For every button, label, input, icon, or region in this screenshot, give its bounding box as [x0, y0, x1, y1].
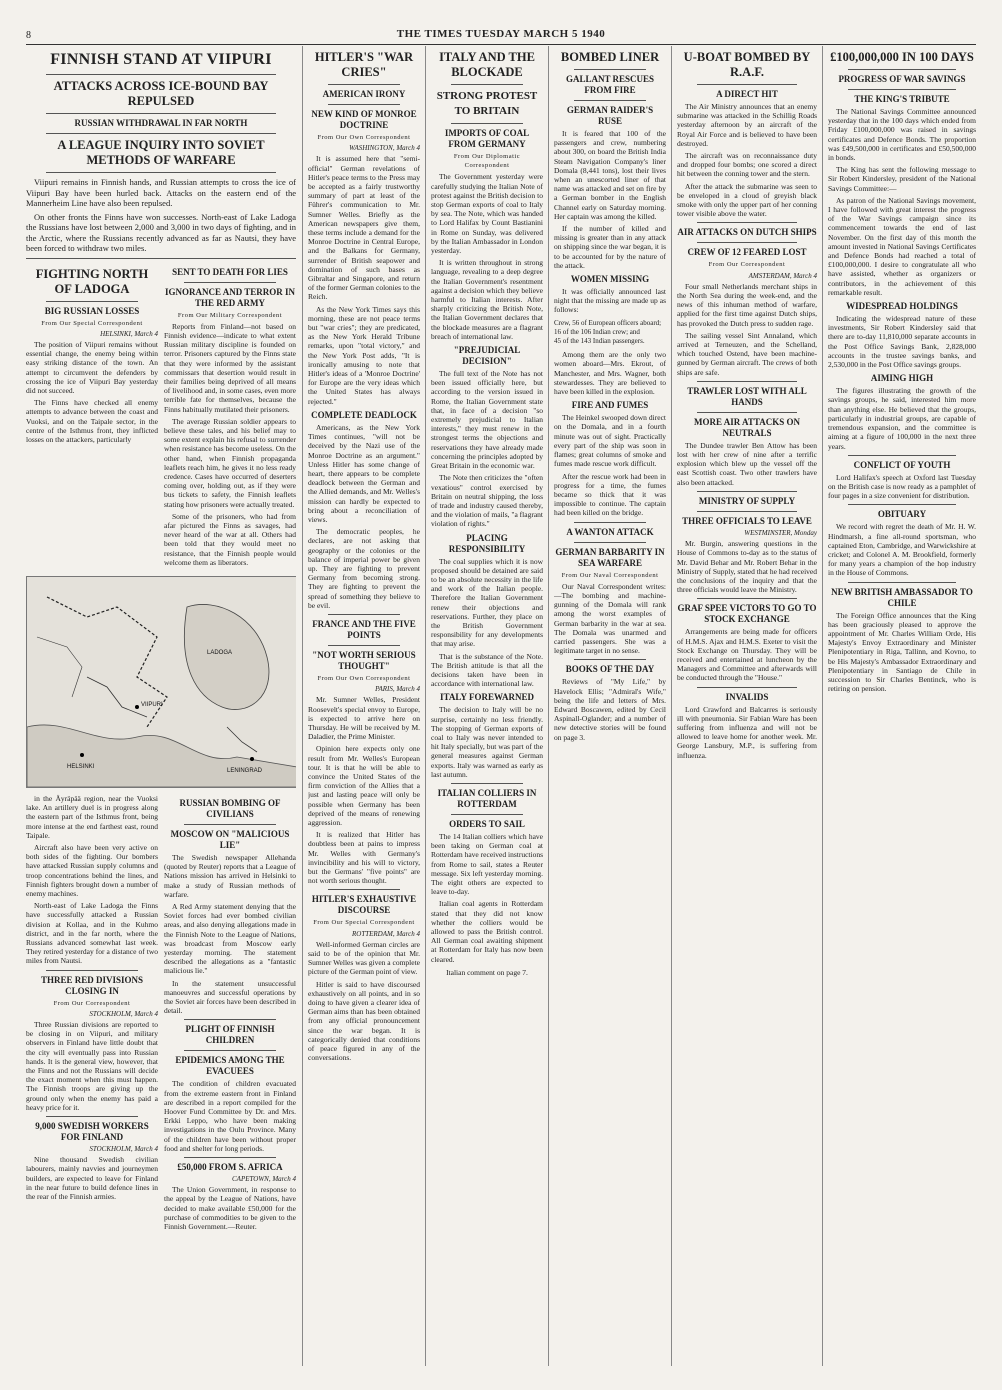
discourse-para: Hitler is said to have discoursed exhaustively on all points, and in so doing to have given a clearer idea of German aims than has been obtained from any official pronouncement since the war began. It is categorically denied that conditions of peace figured in any of the conversations. [308, 979, 420, 1063]
hitler-para: The democratic peoples, he declares, are not asking that geography or the colonies or the balance of imperial power be given up. They are fighting to prevent Germany from becoming strong. They are fighting to prevent the spread of something they believe to be evil. [308, 527, 420, 610]
conflict-of-youth-headline: CONFLICT OF YOUTH [853, 459, 951, 470]
sent-to-death-para: Reports from Finland—not based on Finnish evidence—indicate to what extent Russian military discipline is founded on terror. Prisoners captured by the Finns state that they were informed by the assistant commissars that desertion would result in their families being deprived of all means of livelihood and, in some cases, even more terrible fate for themselves, because the Finns habitually mutilated their prisoners. [164, 321, 296, 414]
ladoga-byline: From Our Special Correspondent [41, 319, 143, 327]
finland-map [26, 576, 296, 788]
swedish-workers-headline: 9,000 SWEDISH WORKERS FOR FINLAND [35, 1121, 149, 1143]
colliers-headline: ITALIAN COLLIERS IN ROTTERDAM [437, 787, 537, 809]
bombing-headline: RUSSIAN BOMBING OF CIVILIANS [179, 797, 281, 819]
ambassador-para: The Foreign Office announces that the King has been graciously pleased to approve the appointment of Mr. Charles William Orde, His Majesty's Envoy Extraordinary and Minister Plenipotentiary in Riga, Tallinn, and Kovno, to be His Majesty's Ambassador Extraordinary and Plenipotentiary in Santiago de Chile in succession to Sir Charles Bentinck, who is retiring on pension. [828, 610, 976, 694]
hitler-para: It is assumed here that "semi-official" German revelations of Hitler's peace terms to the Press may be accepted as a fairly trustworthy summary of part at least of the Führer's communication to Mr. Sumner Welles. Briefly as the American newspapers give them, these terms include a demand for the Monroe Doctrine in Central Europe, and the Balkans for Germany, surrender of British seapower and domination of such bases as Gibraltar and Singapore, and return of the former German colonies to the Reich. [308, 154, 420, 302]
map-label: LENINGRAD [227, 767, 263, 774]
liner-subhead: FIRE AND FUMES [571, 400, 649, 411]
liner-para: The Heinkel swooped down direct on the Domala, and in a fourth minute was out of sight. Practically every part of the ship was soon in flames; great columns of smoke and fumes made rescue work difficult. [554, 413, 666, 469]
invalids-para: Lord Crawford and Balcarres is seriously ill with pneumonia. Sir Fabian Ware has been suffering from influenza and will not be allowed to leave home for another week. Mr. George Lansbury, M.P., is suffering from influenza. [677, 704, 817, 760]
france-headline: FRANCE AND THE FIVE POINTS [312, 618, 416, 640]
savings-para: The King has sent the following message to Sir Robert Kindersley, president of the National Savings Committee:— [828, 165, 976, 193]
liner-story [554, 46, 666, 1366]
savings-para: The figures illustrating the growth of the savings groups, he said, interested him more than anything else. He believed that the groups, particularly in industrial groups, are capable of tremendous expansion, and the committee is aiming at a figure of 100,000 in the next three years. [828, 386, 976, 451]
dutch-ships-para: The sailing vessel Sint Annaland, which arrived at Terneuzen, and the Schelland, which touched Ostend, have been machine-gunned by German aircraft. The crews of both ships are safe. [677, 330, 817, 377]
supply-sub: THREE OFFICIALS TO LEAVE [682, 515, 812, 526]
savings-headline: £100,000,000 IN 100 DAYS [830, 50, 974, 64]
hitler-story [308, 46, 420, 1366]
books-headline: BOOKS OF THE DAY [565, 664, 655, 675]
italy-note: Italian comment on page 7. [446, 967, 528, 977]
colliers-para: The 14 Italian colliers which have been taking on German coal at Rotterdam have received instructions from Rome to sail, states a Reuter message. Six left yesterday morning. The eight others are expected to leave to-day. [431, 831, 543, 897]
wanton-attack-byline: From Our Naval Correspondent [561, 571, 659, 579]
ladoga-story [26, 263, 158, 570]
dutch-ships-dateline: AMSTERDAM, March 4 [748, 271, 817, 280]
three-red-para: Three Russian divisions are reported to be closing in on Viipuri, and military observers in Finland have little doubt that the city will eventually pass into Russian hands. It is the general view, however, that the Finns and not the Russians will decide the exact moment when this must happen. The Finnish troops are giving up the ground only when the enemy has paid a heavy price for it. [26, 1020, 158, 1112]
supply-para: Mr. Burgin, answering questions in the House of Commons to-day as to the status of Mr. David Behar and Mr. Robert Behar in the Ministry of Supply, stated that he had received the conclusions of the inquiry and that the three officials would leave the Ministry. [677, 539, 817, 595]
france-byline: From Our Own Correspondent [317, 674, 411, 682]
swedish-workers-dateline: STOCKHOLM, March 4 [89, 1145, 158, 1154]
supply-dateline: WESTMINSTER, Monday [744, 528, 817, 537]
bombing-para: In the statement unsuccessful manoeuvres and successful operations by the Soviet air forces have been described in detail. [164, 978, 296, 1016]
liner-para: Among them are the only two women aboard—Mrs. Ekrout, of Manchester, and Mrs. Wagner, both stewardesses. They are believed to have been killed in the explosion. [554, 350, 666, 397]
newspaper-title: THE TIMES TUESDAY MARCH 5 1940 [396, 28, 606, 40]
italy-para: The Note then criticizes the "often vexatious" control exercised by Britain on neutral shipping, the loss of trade and industry caused thereby, and the violation of mails, "a flagrant violation of rights." [431, 473, 543, 529]
uboat-para: The aircraft was on reconnaissance duty and dropped four bombs; one scored a direct hit between the conning tower and the stern. [677, 151, 817, 179]
france-dateline: PARIS, March 4 [375, 685, 420, 694]
map-label: HELSINKI [67, 763, 95, 770]
ladoga-para: Aircraft also have been very active on both sides of the fighting. Our bombers have attacked Russian supply columns and troop concentrations behind the lines, and Finnish fighters brought down a number of enemy machines. [26, 843, 158, 899]
liner-deck: GERMAN RAIDER'S RUSE [566, 105, 654, 126]
finland-lead-2: On other fronts the Finns have won successes. North-east of Lake Ladoga the Russians have lost between 2,000 and 3,000 in two days of fighting, and in the Arctic, where the Russians recently advanced as far as Nautsi, they have been forced to withdraw two miles. [26, 211, 296, 253]
invalids-headline: INVALIDS [725, 691, 769, 702]
plight-headline: PLIGHT OF FINNISH CHILDREN [185, 1024, 275, 1046]
books-para: Reviews of "My Life," by Havelock Ellis; "Admiral's Wife," being the life and letters of Mrs. Edward Boscawen, edited by Cecil Aspinall-Oglander; and a number of new detective stories will be found on page 3. [554, 677, 666, 742]
italy-para: The coal supplies which it is now proposed should be detained are said to be an absolute necessity in the life and work of the Italian people. Therefore the Italian Government renew their objections and reservations. Further, they place on the British Government responsibility for any developments that may arise. [431, 556, 543, 649]
colliers-para: Italian coal agents in Rotterdam stated that they did not know whether the colliers would be allowed to pass the British control. All German coal awaiting shipment at Rotterdam for Italy has now been cleared. [431, 899, 543, 964]
ladoga-dateline: HELSINKI, March 4 [100, 329, 158, 338]
missing-stat: 45 of the 143 Indian passengers. [554, 337, 645, 346]
sent-to-death-para: The average Russian soldier appears to believe these tales, and his belief may to some extent explain his refusal to surrender when resistance has become useless. On the other hand, when Finnish propaganda leaflets reach him, he gives it no less ready credence. Cases have occurred of deserters coming over, holding out, as if they were bus tickets to safety, the Finnish leaflets stating how prisoners were actually treated. [164, 416, 296, 509]
ladoga-para: The position of Viipuri remains without essential change, the enemy being within easy striking distance of the town. An attempt to circumvent the defenders by crossing the ice of Viipuri Bay yesterday did not succeed. [26, 339, 158, 395]
trawler-para: The Dundee trawler Ben Attow has been lost with her crew of nine after a terrific explosion which blew up the vessel off the east Scottish coast. Two other trawlers have also been attacked. [677, 440, 817, 487]
uboat-headline: U-BOAT BOMBED BY R.A.F. [683, 50, 811, 79]
graf-spee-headline: GRAF SPEE VICTORS TO GO TO STOCK EXCHANGE [677, 603, 817, 625]
obituary-headline: OBITUARY [877, 509, 927, 520]
bombing-sub: MOSCOW ON "MALICIOUS LIE" [170, 828, 290, 850]
sent-to-death-story [164, 263, 296, 570]
italy-subhead: "PREJUDICIAL DECISION" [453, 345, 521, 367]
italy-para: The decision to Italy will be no surprise, certainly no less friendly. The stopping of German exports of coal to Italy was never intended to hit Italy specially, but was part of the general measures against German exports. Italy was warned as early as last autumn. [431, 705, 543, 779]
italy-story [431, 46, 543, 1366]
liner-para: After the rescue work had been in progress for a time, the fumes became so thick that it was impossible to continue. The captain had been killed on the bridge. [554, 471, 666, 518]
ladoga-sub: BIG RUSSIAN LOSSES [44, 305, 140, 316]
finland-deck-1: ATTACKS ACROSS ICE-BOUND BAY REPULSED [53, 79, 269, 108]
hitler-subhead: COMPLETE DEADLOCK [311, 409, 417, 420]
three-red-byline: From Our Correspondent [53, 999, 131, 1007]
uboat-deck: A DIRECT HIT [716, 89, 778, 99]
plight-sub: EPIDEMICS AMONG THE EVACUEES [175, 1055, 285, 1077]
discourse-para: Well-informed German circles are said to be of the opinion that Mr. Sumner Welles was given a complete picture of the German point of view. [308, 939, 420, 977]
finland-deck-2: RUSSIAN WITHDRAWAL IN FAR NORTH [74, 118, 248, 128]
discourse-byline: From Our Special Correspondent [313, 919, 415, 927]
italy-subhead: ITALY FOREWARNED [440, 692, 534, 703]
savings-sub: PROGRESS OF WAR SAVINGS [838, 74, 966, 84]
hitler-dateline: WASHINGTON, March 4 [349, 144, 420, 153]
supply-headline: MINISTRY OF SUPPLY [698, 495, 796, 506]
italy-sub: STRONG PROTEST TO BRITAIN [436, 90, 538, 117]
france-para: Opinion here expects only one result from Mr. Welles's European tour. It is that he will be able to convince the United States of the firm conviction of the Allies that a just and lasting peace will only be possible when Germany has been deprived of the means of renewing aggression. [308, 744, 420, 827]
conflict-of-youth-para: Lord Halifax's speech at Oxford last Tuesday on the British case is now ready as a pamphlet of four pages in a size convenient for distribution. [828, 472, 976, 501]
italy-para: The Government yesterday were carefully studying the Italian Note of protest against the British decision to stop German exports of coal to Italy by sea. The Note, which was handed to Lord Halifax by Count Bastianini in Rome on Sunday, was delivered by the Italian Ambassador in London yesterday. [431, 172, 543, 256]
ambassador-headline: NEW BRITISH AMBASSADOR TO CHILE [831, 586, 973, 608]
south-africa-dateline: CAPETOWN, March 4 [232, 1175, 296, 1184]
italy-deck: IMPORTS OF COAL FROM GERMANY [444, 128, 530, 149]
wanton-attack-sub: GERMAN BARBARITY IN SEA WARFARE [555, 546, 665, 568]
liner-para: It was officially announced last night that the missing are made up as follows: [554, 287, 666, 315]
ladoga-para: North-east of Lake Ladoga the Finns have successfully attacked a Russian division at Kollaa, and in the Kuhmo district, and in the far north, where the Russians advanced somewhat last week. They retired yesterday for a distance of two miles from Nautsi. [26, 901, 158, 966]
hitler-sub: AMERICAN IRONY [322, 89, 406, 99]
italy-para: The full text of the Note has not been issued officially here, but according to the version issued in Rome, the Italian Government state that, in face of a decision "so extremely prejudicial to Italian interests," they must renew in the strongest terms the objections and reservations they have already made concerning the principles adopted by Great Britain in the economic war. [431, 369, 543, 471]
savings-subhead: WIDESPREAD HOLDINGS [846, 301, 958, 312]
uboat-para: After the attack the submarine was seen to be enveloped in a cloud of greyish black smoke with only the upper part of her conning tower visible above the water. [677, 181, 817, 219]
masthead [26, 22, 976, 45]
dutch-ships-byline: From Our Correspondent [708, 261, 786, 269]
map-drawing [27, 577, 296, 787]
dutch-ships-sub: CREW OF 12 FEARED LOST [687, 247, 807, 258]
plight-para: The condition of children evacuated from the extreme eastern front in Finland are described in a report compiled for the Hoover Fund Committee by Dr. and Mrs. Erkki Leppo, who have been making investigations in the Oulu Province. Many of the children have been without proper food and shelter for long periods. [164, 1079, 296, 1153]
wanton-attack-para: Our Naval Correspondent writes:—The bombing and machine-gunning of the Domala will rank among the worst examples of German barbarity in the war at sea. The Domala was unarmed and carried passengers. She was a legitimate target in no sense. [554, 581, 666, 656]
bombing-para: A Red Army statement denying that the Soviet forces had ever bombed civilian areas, and also denying allegations made in the Finnish Note to the League of Nations, was broadcast from Moscow early yesterday morning. The statement described the allegations as a "fantastic malicious lie." [164, 902, 296, 976]
finland-story [26, 46, 296, 1366]
trawler-headline: TRAWLER LOST WITH ALL HANDS [687, 385, 807, 407]
italy-para: That is the substance of the Note. The British attitude is that all the decisions taken have been in accordance with international law. [431, 651, 543, 689]
missing-stat: Crew, 56 of European officers aboard; [554, 318, 662, 327]
italy-headline: ITALY AND THE BLOCKADE [439, 50, 535, 79]
dutch-ships-para: Four small Netherlands merchant ships in the North Sea during the week-end, and the news of this inhuman method of warfare, applied for the first time against Dutch ships, has provoked the Dutch press to sudden rage. [677, 281, 817, 328]
page-number: 8 [26, 30, 32, 41]
discourse-headline: HITLER'S EXHAUSTIVE DISCOURSE [311, 894, 417, 916]
liner-headline: BOMBED LINER [560, 50, 660, 64]
finland-lead-1: Viipuri remains in Finnish hands, and Russian attempts to cross the ice of Viipuri Bay have been hurled back. Attacks on the eastern end of the Mannerheim Line have also been repulsed. [26, 177, 296, 208]
discourse-dateline: ROTTERDAM, March 4 [352, 929, 420, 938]
kings-tribute-headline: THE KING'S TRIBUTE [854, 94, 950, 104]
savings-subhead: AIMING HIGH [870, 373, 934, 384]
graf-spee-para: Arrangements are being made for officers of H.M.S. Ajax and H.M.S. Exeter to visit the Stock Exchange on Thursday. They will be received and entertained at luncheon by the Managers and Committee and afterwards will be conducted through the "House." [677, 627, 817, 683]
finland-deck-3: A LEAGUE INQUIRY INTO SOVIET METHODS OF WARFARE [57, 138, 265, 167]
ladoga-para: The Finns have checked all enemy attempts to advance between the coast and Vuoksi, and on the Taipale sector, in the centre of the Isthmus front, they inflicted losses on the attackers, particularly [26, 398, 158, 444]
savings-story [828, 46, 976, 1366]
three-red-dateline: STOCKHOLM, March 4 [89, 1009, 158, 1018]
hitler-para: Americans, as the New York Times continues, "will not be deceived by the Nazi use of the Monroe Doctrine as an argument." Unless Hitler has some change of heart, there appears to be complete deadlock between the German and the Allied demands, and Mr. Welles's mission can hardly be expected to bring about a reconciliation of views. [308, 422, 420, 524]
savings-para: As patron of the National Savings movement, I have followed with great interest the progress of the War Savings campaign since its commencement towards the end of last November. On the first day of this month the amount invested in National Savings Certificates and Defence Bonds had reached a total of £100,000,000. I desire to congratulate all who have assisted, whether as organizers or contributors, in the achievement of this remarkable result. [828, 195, 976, 297]
france-sub: "NOT WORTH SERIOUS THOUGHT" [312, 649, 416, 671]
hitler-deck: NEW KIND OF MONROE DOCTRINE [311, 109, 417, 130]
sent-to-death-byline: From Our Military Correspondent [177, 311, 283, 319]
swedish-workers-para: Nine thousand Swedish civilian labourers, mainly navvies and journeymen builders, are expected to leave for Finland in the near future to build defence lines in the rear of the Finnish armies. [26, 1155, 158, 1202]
wanton-attack-headline: A WANTON ATTACK [566, 526, 654, 537]
three-red-headline: THREE RED DIVISIONS CLOSING IN [40, 974, 144, 996]
savings-para: Indicating the widespread nature of these investments, Sir Robert Kindersley said that there are to-day 11,810,000 separate accounts in the Post Office Savings Bank, 2,828,000 accounts in the trustee savings banks, and 2,530,000 in the Post Office savings groups. [828, 314, 976, 370]
italy-byline: From Our Diplomatic Correspondent [453, 153, 521, 170]
uboat-para: The Air Ministry announces that an enemy submarine was attacked in the Schillig Roads yesterday afternoon by an aircraft of the Royal Air Force and is believed to have been destroyed. [677, 102, 817, 148]
italy-para: It is written throughout in strong language, revealing to a deep degree the Italian Government's resentment against a decision which they believe harmful to Italian interests. After sharply criticizing the British Note, the Italian Government declares that the blockade measures are a flagrant breach of international law. [431, 258, 543, 341]
hitler-headline: HITLER'S "WAR CRIES" [314, 50, 414, 79]
ladoga-headline: FIGHTING NORTH OF LADOGA [35, 266, 149, 296]
map-label: VIIPURI [141, 701, 163, 708]
sent-to-death-para: Some of the prisoners, who had from afar pictured the Finns as savages, had never heard of the war at all. Others had been told that they would meet no resistance, that the Finnish people would welcome them as liberators. [164, 511, 296, 567]
savings-para: The National Savings Committee announced yesterday that in the 100 days which ended from Friday £100,000,000 was raised in savings certificates and Defence Bonds. The proportion was £49,500,000 in certificates and £50,500,000 in bonds. [828, 107, 976, 163]
obituary-para: We record with regret the death of Mr. H. W. Hindmarsh, a fine all-round sportsman, who captained Eton, Cambridge, and Warwickshire at cricket; and Colonel A. M. Brookfield, formerly for many years a champion of the hop industry in the House of Commons. [828, 522, 976, 578]
dutch-ships-headline: AIR ATTACKS ON DUTCH SHIPS [677, 227, 817, 238]
missing-stats [554, 319, 666, 347]
france-para: It is realized that Hitler has doubtless been at pains to impress Mr. Welles with Germany's invincibility and his will to victory, but the Germans' "five points" are not worth serious thought. [308, 830, 420, 886]
liner-sub: GALLANT RESCUES FROM FIRE [565, 74, 655, 95]
trawler-sub: MORE AIR ATTACKS ON NEUTRALS [694, 416, 800, 438]
map-label: LADOGA [207, 649, 233, 656]
south-africa-headline: £50,000 FROM S. AFRICA [177, 1162, 283, 1173]
uboat-story [677, 46, 817, 1366]
missing-stat: 16 of the 106 Indian crew; and [554, 327, 640, 336]
colliers-sub: ORDERS TO SAIL [449, 818, 525, 829]
italy-subhead: PLACING RESPONSIBILITY [448, 532, 526, 554]
bombing-para: The Swedish newspaper Allehanda (quoted by Reuter) reports that a League of Nations mission has arrived in Helsinki to make a study of Russian methods of warfare. [164, 852, 296, 899]
liner-subhead: WOMEN MISSING [570, 274, 650, 285]
liner-para: If the number of killed and missing is greater than in any attack on shipping since the war began, it is to be accounted for by the nature of the attack. [554, 224, 666, 270]
ladoga-para: in the Äyräpää region, near the Vuoksi lake. An artillery duel is in progress along the eastern part of the Isthmus front, being more intense at the end farthest east, round Taipale. [26, 793, 158, 840]
hitler-para: As the New York Times says this morning, these are not peace terms but "war cries"; they are predicated, as the New York Herald Tribune remarks, upon "total victory," and the New York Post adds, "It is ironically amusing to note that Hitler's ideas of a 'Monroe Doctrine' for Europe are the very ideas which the United States has always rejected." [308, 304, 420, 406]
south-africa-para: The Union Government, in response to the appeal by the League of Nations, have decided to make available £50,000 for the purchase of commodities to be given to the Finnish Government.—Reuter. [164, 1185, 296, 1232]
sent-to-death-headline: SENT TO DEATH FOR LIES [172, 266, 288, 277]
liner-para: It is feared that 100 of the passengers and crew, numbering about 300, on board the British India Steam Navigation Company's liner Domala (8,441 tons), lost their lives when an unescorted liner of that name was attacked and set on fire by a German bomber in the English Channel early on Saturday morning. Her captain was among the killed. [554, 129, 666, 221]
hitler-byline: From Our Own Correspondent [317, 134, 411, 141]
sent-to-death-sub: IGNORANCE AND TERROR IN THE RED ARMY [164, 286, 296, 308]
finland-headline: FINNISH STAND AT VIIPURI [50, 51, 272, 68]
france-para: Mr. Sumner Welles, President Roosevelt's special envoy to Europe, is expected to arrive here on Thursday. He will be received by M. Daladier, the Prime Minister. [308, 695, 420, 742]
